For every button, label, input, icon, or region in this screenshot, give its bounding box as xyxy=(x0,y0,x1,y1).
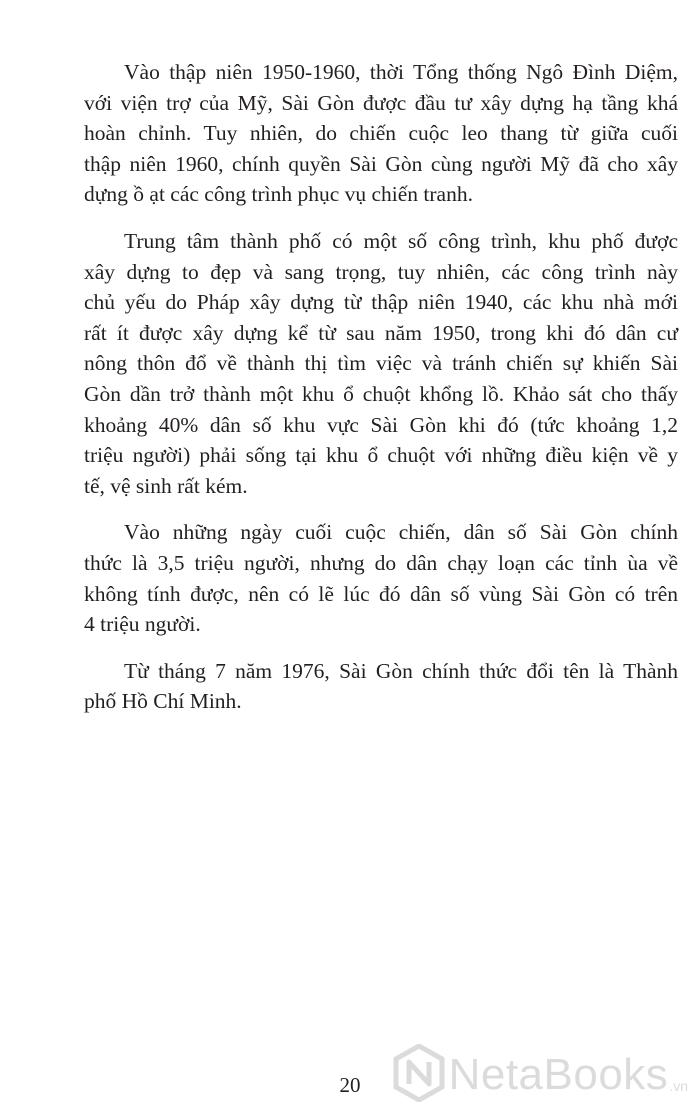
text-line: thập niên 1960, chính quyền Sài Gòn cùng người Mỹ đã cho xây xyxy=(84,151,678,176)
text-line: Vào thập niên 1950-1960, thời Tổng thống Ngô Đình Diệm, xyxy=(124,60,678,84)
watermark xyxy=(393,1040,688,1110)
text-line: tế, vệ sinh rất kém. xyxy=(84,473,248,498)
text-line: 4 triệu người. xyxy=(84,612,201,637)
paragraph-3 xyxy=(84,517,678,639)
page-number: 20 xyxy=(339,1073,361,1097)
paragraph-4 xyxy=(84,656,678,717)
text-line: Gòn dần trở thành một khu ổ chuột khổng lồ. Khảo sát cho thấy xyxy=(84,381,678,406)
text-line: phố Hồ Chí Minh. xyxy=(84,689,242,714)
text-line: Từ tháng 7 năm 1976, Sài Gòn chính thức đổi tên là Thành xyxy=(124,658,678,683)
text-line: với viện trợ của Mỹ, Sài Gòn được đầu tư xây dựng hạ tầng khá xyxy=(84,90,678,115)
text-line: rất ít được xây dựng kể từ sau năm 1950, trong khi đó dân cư xyxy=(84,320,678,345)
watermark-suffix: .vn xyxy=(669,1078,688,1094)
watermark-brand: NetaBooks xyxy=(448,1050,669,1099)
text-line: thức là 3,5 triệu người, nhưng do dân chạy loạn các tỉnh ùa về xyxy=(84,550,678,575)
text-line: dựng ồ ạt các công trình phục vụ chiến tranh. xyxy=(84,182,473,207)
paragraph-1 xyxy=(84,57,678,210)
text-line: Trung tâm thành phố có một số công trình, khu phố được xyxy=(124,228,678,253)
text-line: khoảng 40% dân số khu vực Sài Gòn khi đó (tức khoảng 1,2 xyxy=(84,412,678,437)
text-line: chủ yếu do Pháp xây dựng từ thập niên 1940, các khu nhà mới xyxy=(84,290,678,315)
text-line: hoàn chỉnh. Tuy nhiên, do chiến cuộc leo thang từ giữa cuối xyxy=(84,121,678,146)
text-line: không tính được, nên có lẽ lúc đó dân số vùng Sài Gòn có trên xyxy=(84,581,678,606)
text-line: nông thôn đổ về thành thị tìm việc và tránh chiến sự khiến Sài xyxy=(84,351,678,376)
text-line: triệu người) phải sống tại khu ổ chuột với những điều kiện về y xyxy=(84,443,678,468)
netabooks-logo-icon xyxy=(393,1044,445,1107)
paragraph-2 xyxy=(84,226,678,501)
page-body xyxy=(84,57,678,733)
text-line: xây dựng to đẹp và sang trọng, tuy nhiên, các công trình này xyxy=(84,259,678,284)
text-line: Vào những ngày cuối cuộc chiến, dân số Sài Gòn chính xyxy=(124,520,678,545)
